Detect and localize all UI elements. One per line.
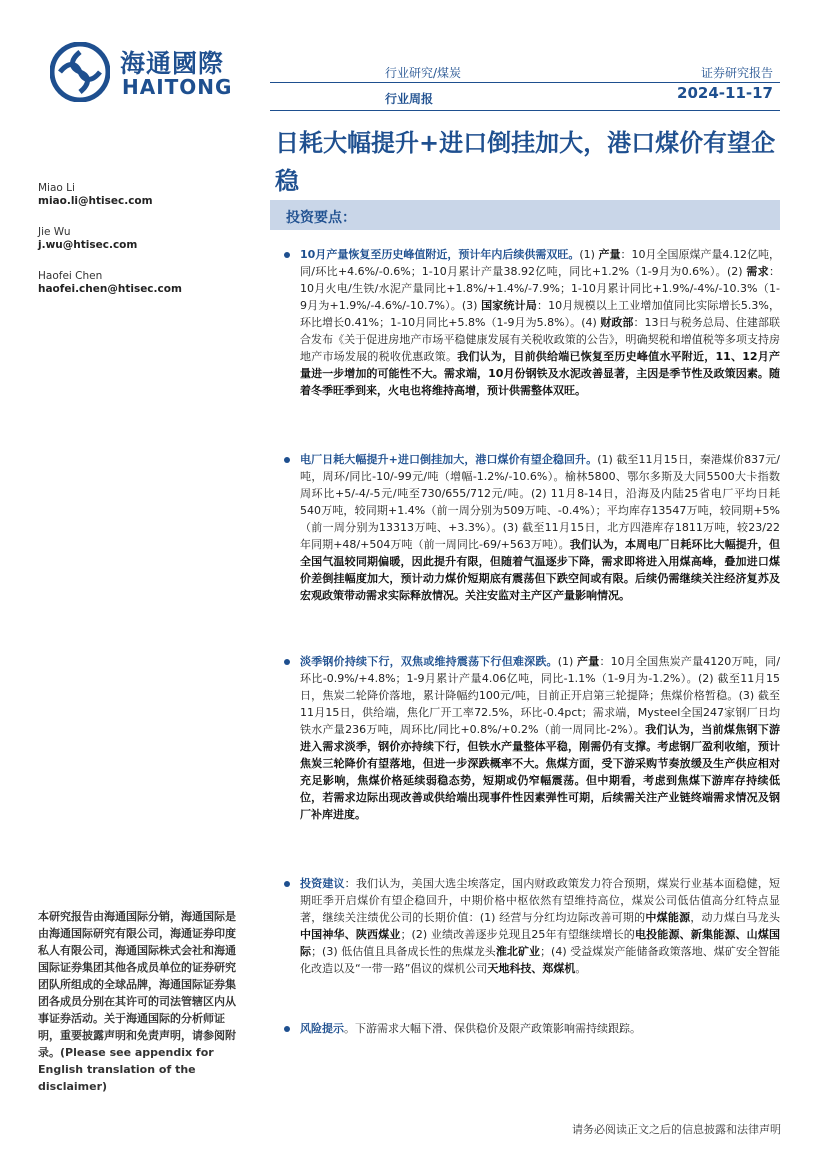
point-text: (1) 截至11月15日，秦港煤价837元/吨，周环/同比-10/-99元/吨（增幅-1.2%/-10.6%）。榆林5800、鄂尔多斯及大同5500大卡指数周环比+5/-4/-5元/吨至730/655/712元/吨。(2) 11月8-14日，沿海及内陆25省电厂平均日耗540万吨，较同期+1.4%（前一周分别为509万吨、-0.4%）；平均库存13547万吨，较同期+5%（前一周分别为13313万吨、+3.3%）。(3) 截至11月15日，北方四港库存1811万吨，较23/22年同期+48/+504万吨（前一周同比-69/+563万吨）。 — [300, 453, 781, 551]
point-conclusion: 我们认为，目前供给端已恢复至历史峰值水平附近，11、12月产量进一步增加的可能性不大。需求端，10月份钢铁及水泥改善显著，主因是季节性及政策因素。随着冬季旺季到来，火电也将维持高增，预计供需整体双旺。 — [300, 350, 780, 397]
point-subheading: 财政部 — [600, 316, 634, 329]
point-text: ：10月全国焦炭产量4120万吨，同/环比-0.9%/+4.8%；1-9月累计产量4.06亿吨，同比-1.1%（1-9月为-1.2%）。(2) 截至11月15日，焦炭二轮降价落地，累计降幅约100元/吨，目前正开启第三轮提降；焦煤价格暂稳。(3) 截至11月15日，供给端，焦化厂开工率72.5%，环比-0.4pct；需求端，Mysteel全国247家钢厂日均铁水产量236万吨，周环比/同比+0.8%/+0.2%（前一周同比-2%）。 — [300, 655, 781, 736]
point-text: 。 — [575, 962, 587, 975]
point-heading: 10月产量恢复至历史峰值附近，预计年内后续供需双旺。 — [300, 248, 580, 261]
point-conclusion: 我们认为，当前煤焦钢下游进入需求淡季，钢价亦持续下行，但铁水产量整体平稳，刚需仍有支撑。考虑钢厂盈利收缩，预计焦炭三轮降价有望落地，但进一步深跌概率不大。焦煤方面，受下游采购节奏放缓及生产供应相对充足影响，焦煤价格延续弱稳态势，短期或仍窄幅震荡。但中期看，考虑到焦煤下游库存持续低位，若需求边际出现改善或供给端出现事件性因素弹性可期，后续需关注产业链终端需求情况及钢厂补库进度。 — [300, 723, 780, 821]
document-type: 证券研究报告 — [700, 66, 773, 80]
key-points-content — [282, 246, 780, 1040]
point-heading: 淡季钢价持续下行，双焦或维持震荡下行但难深跌。 — [300, 655, 558, 668]
bullet-icon — [284, 659, 290, 665]
bullet-icon — [284, 1026, 290, 1032]
key-points-label: 投资要点： — [286, 210, 356, 226]
stock-name: 天地科技、郑煤机 — [487, 962, 576, 975]
point-text: ：10月火电/生铁/水泥产量同比+1.8%/+1.4%/-7.9%；1-10月累计同比+1.9%/-4%/-10.3%（1-9月为+1.9%/-4.6%/-10.7%）。(3) — [300, 265, 780, 312]
logo-name-cn: 海通國際 — [120, 49, 225, 78]
report-type: 行业周报 — [385, 92, 434, 106]
author-name: Miao Li — [38, 182, 75, 194]
author-email[interactable]: miao.li@htisec.com — [38, 195, 153, 207]
author-email[interactable]: haofei.chen@htisec.com — [38, 283, 182, 295]
key-point-risk — [282, 1020, 780, 1040]
key-point-coking — [282, 653, 780, 875]
point-text: 。下游需求大幅下滑、保供稳价及限产政策影响需持续跟踪。 — [344, 1022, 641, 1035]
point-text: (1) — [579, 248, 599, 261]
bullet-icon — [284, 457, 290, 463]
point-text: ，动力煤白马龙头 — [690, 911, 781, 924]
page-footer: 请务必阅读正文之后的信息披露和法律声明 — [572, 1123, 781, 1136]
report-title: 日耗大幅提升+进口倒挂加大，港口煤价有望企稳 — [275, 129, 776, 195]
logo-name-en: HAITONG — [122, 75, 233, 99]
point-text: ：我们认为，美国大选尘埃落定，国内财政政策发力符合预期，煤炭行业基本面稳健，短期旺季开启煤价有望企稳回升，中期价格中枢依然有望维持高位，煤炭公司低估值高分红特点显著，继续关注绩优公司的长期价值：(1) 经营与分红均边际改善可期的 — [300, 877, 781, 924]
author-entry — [38, 182, 238, 208]
point-text: (1) — [557, 655, 578, 668]
report-date: 2024-11-17 — [677, 84, 773, 102]
disclaimer: 本研究报告由海通国际分销，海通国际是由海通国际研究有限公司，海通证券印度私人有限公司，海通国际株式会社和海通国际证券集团其他各成员单位的证券研究团队所组成的全球品牌，海通国际证券集团各成员分别在其许可的司法管辖区内从事证券活动。关于海通国际的分析师证明，重要披露声明和免责声明，请参阅附录。(Please see appendix for English translation of the disclaimer) — [38, 910, 236, 1093]
haitong-logo — [50, 40, 250, 104]
author-name: Haofei Chen — [38, 270, 103, 282]
point-text: ；(3) 低估值且具备成长性的焦煤龙头 — [311, 945, 496, 958]
point-text: ：13日与税务总局、住建部联合发布《关于促进房地产市场平稳健康发展有关税收政策的公告》，明确契税和增值税等多项支持房地产市场发展的税收优惠政策。 — [300, 316, 781, 363]
report-category: 行业研究/煤炭 — [385, 66, 462, 80]
stock-name: 淮北矿业 — [495, 945, 541, 958]
point-heading: 投资建议 — [300, 877, 345, 890]
author-entry — [38, 270, 238, 296]
point-text: ；(2) 业绩改善逐步兑现且25年有望继续增长的 — [400, 928, 635, 941]
header-divider-bottom — [270, 110, 780, 111]
header-divider — [270, 82, 780, 83]
author-name: Jie Wu — [38, 226, 71, 238]
point-subheading: 产量 — [577, 655, 600, 668]
key-point-investment-advice — [282, 875, 780, 1020]
author-email[interactable]: j.wu@htisec.com — [38, 239, 138, 251]
bullet-icon — [284, 252, 290, 258]
key-point-power-plant — [282, 451, 780, 653]
key-point-production — [282, 246, 780, 451]
stock-name: 电投能源、新集能源、山煤国际 — [300, 928, 781, 958]
stock-name: 中煤能源 — [645, 911, 691, 924]
stock-name: 中国神华、陕西煤业 — [300, 928, 401, 941]
point-subheading: 国家统计局 — [481, 299, 537, 312]
point-subheading: 产量 — [598, 248, 621, 261]
point-heading: 电厂日耗大幅提升+进口倒挂加大，港口煤价有望企稳回升。 — [300, 453, 598, 466]
author-entry — [38, 226, 238, 252]
point-heading: 风险提示 — [300, 1022, 344, 1035]
bullet-icon — [284, 881, 290, 887]
point-text: ：10月全国原煤产量4.12亿吨，同/环比+4.6%/-0.6%；1-10月累计产量38.92亿吨，同比+1.2%（1-9月为0.6%）。(2) — [300, 248, 781, 278]
point-subheading: 需求 — [746, 265, 769, 278]
point-text: ：10月规模以上工业增加值同比实际增长5.3%，环比增长0.41%；1-10月同比+5.8%（1-9月为5.8%）。(4) — [300, 299, 780, 329]
point-conclusion: 我们认为，本周电厂日耗环比大幅提升，但全国气温较同期偏暖，因此提升有限，但随着气温逐步下降，需求即将进入用煤高峰，叠加进口煤价差倒挂幅度加大，预计动力煤价短期底有震荡但下跌空间或有限。后续仍需继续关注经济复苏及宏观政策带动需求实际释放情况。关注安监对主产区产量影响情况。 — [300, 538, 780, 602]
point-text: ；(4) 受益煤炭产能储备政策落地、煤矿安全智能化改造以及“一带一路”倡议的煤机公司 — [300, 945, 781, 975]
haitong-emblem-icon — [50, 42, 110, 102]
author-list — [38, 182, 238, 314]
